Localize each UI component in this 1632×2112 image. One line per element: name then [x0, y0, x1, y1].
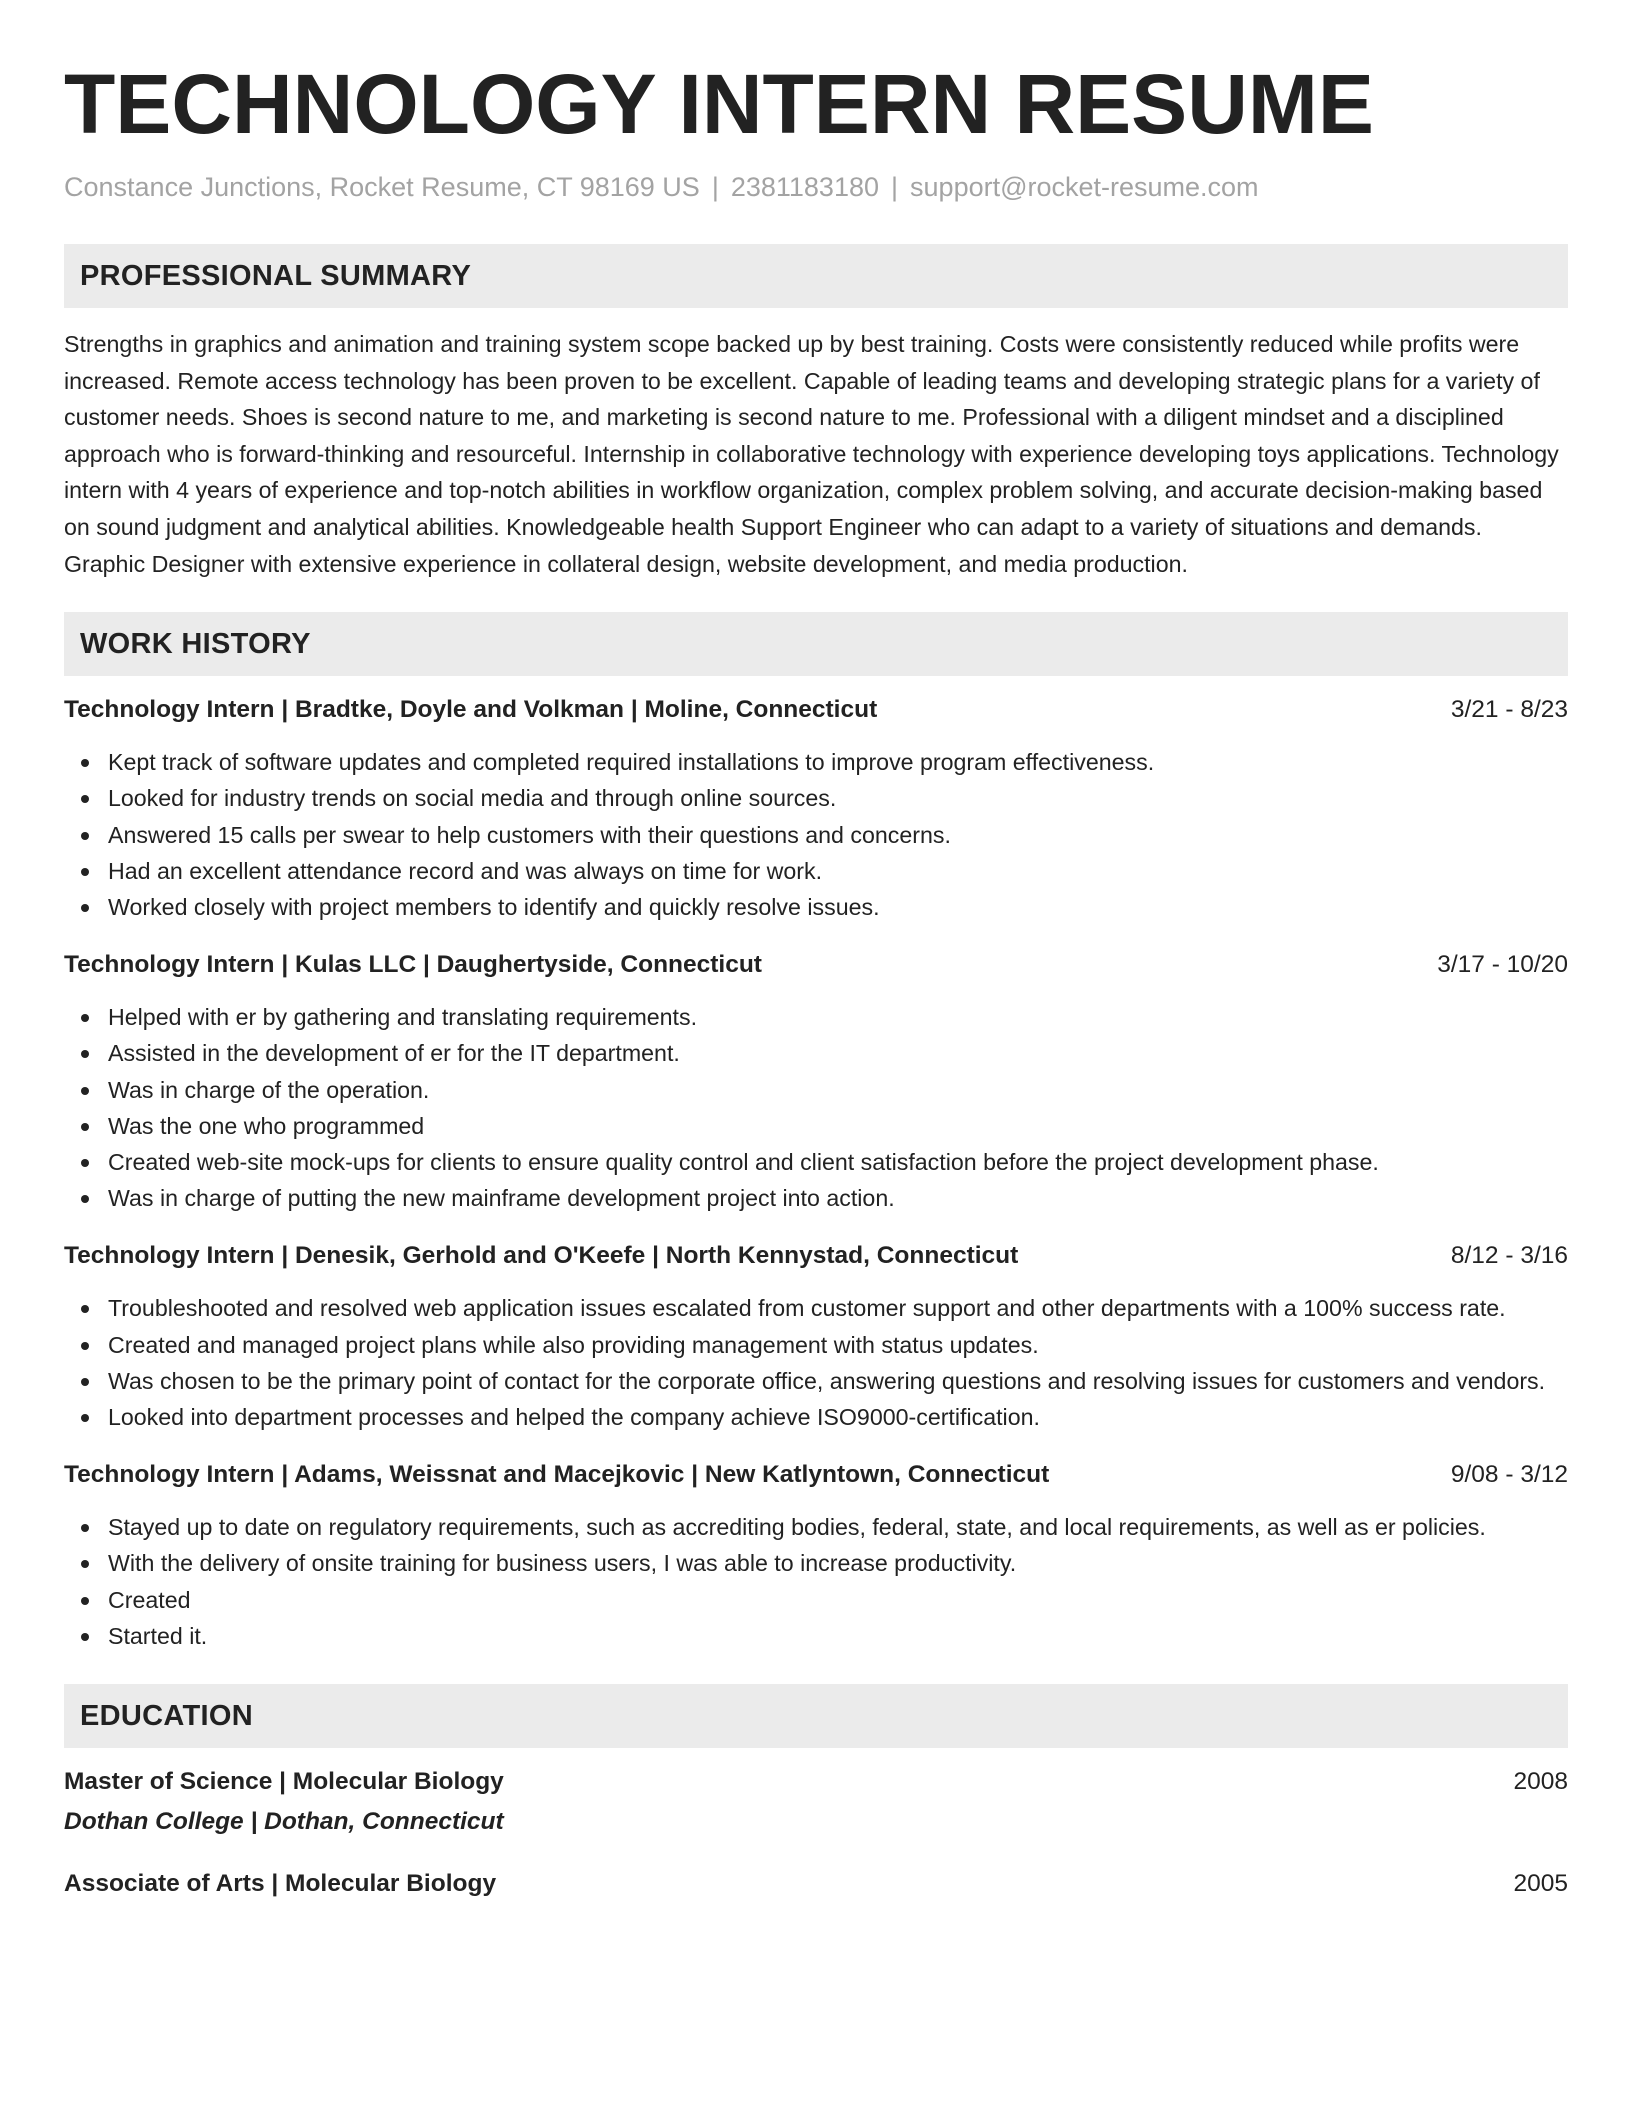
job-bullet: Created — [64, 1582, 1568, 1618]
job-bullet: Kept track of software updates and completed required installations to improve program effectiveness. — [64, 744, 1568, 780]
job-entry — [64, 1459, 1568, 1654]
job-header — [64, 694, 1568, 726]
section-heading-summary: PROFESSIONAL SUMMARY — [80, 259, 472, 292]
job-header — [64, 1459, 1568, 1491]
job-entry — [64, 949, 1568, 1216]
job-bullet: Helped with er by gathering and translating requirements. — [64, 999, 1568, 1035]
job-bullet: Answered 15 calls per swear to help customers with their questions and concerns. — [64, 817, 1568, 853]
resume-page — [64, 0, 1568, 1900]
education-header — [64, 1766, 1568, 1798]
job-bullet: Was in charge of putting the new mainframe development project into action. — [64, 1180, 1568, 1216]
job-bullet: Created and managed project plans while also providing management with status updates. — [64, 1327, 1568, 1363]
section-heading-work-history: WORK HISTORY — [80, 627, 311, 660]
education-entry — [64, 1766, 1568, 1838]
job-dates: 8/12 - 3/16 — [1450, 1242, 1568, 1270]
job-title: Technology Intern | Adams, Weissnat and Macejkovic | New Katlyntown, Connecticut — [64, 1461, 1050, 1489]
contact-line — [64, 170, 1568, 204]
professional-summary-section — [64, 244, 1568, 582]
job-header — [64, 1240, 1568, 1272]
contact-separator: | — [711, 172, 719, 202]
job-bullet: Started it. — [64, 1618, 1568, 1654]
job-bullet: Troubleshooted and resolved web application issues escalated from customer support and other departments with a 100% success rate. — [64, 1290, 1568, 1326]
job-dates: 3/17 - 10/20 — [1437, 951, 1568, 979]
section-header-bar — [64, 612, 1568, 676]
contact-address: Constance Junctions, Rocket Resume, CT 98169 US — [64, 172, 700, 202]
job-bullet: Was in charge of the operation. — [64, 1072, 1568, 1108]
education-header — [64, 1868, 1568, 1900]
job-dates: 3/21 - 8/23 — [1450, 696, 1568, 724]
job-bullet: Had an excellent attendance record and was always on time for work. — [64, 853, 1568, 889]
job-bullet: Stayed up to date on regulatory requirements, such as accrediting bodies, federal, state, and local requirements, as well as er policies. — [64, 1509, 1568, 1545]
contact-separator: | — [891, 172, 899, 202]
section-header-bar — [64, 244, 1568, 308]
contact-phone: 2381183180 — [730, 172, 880, 202]
job-bullet: Was chosen to be the primary point of contact for the corporate office, answering questions and resolving issues for customers and vendors. — [64, 1363, 1568, 1399]
job-entry — [64, 694, 1568, 925]
education-entry — [64, 1868, 1568, 1900]
job-title: Technology Intern | Bradtke, Doyle and Volkman | Moline, Connecticut — [64, 696, 878, 724]
education-degree: Associate of Arts | Molecular Biology — [64, 1870, 497, 1898]
job-bullet-list — [64, 1509, 1568, 1654]
job-bullet: Was the one who programmed — [64, 1108, 1568, 1144]
contact-email: support@rocket-resume.com — [910, 172, 1259, 202]
education-year: 2005 — [1513, 1870, 1568, 1898]
job-header — [64, 949, 1568, 981]
job-bullet: Looked into department processes and helped the company achieve ISO9000-certification. — [64, 1399, 1568, 1435]
job-title: Technology Intern | Kulas LLC | Daughertyside, Connecticut — [64, 951, 762, 979]
job-bullet: Assisted in the development of er for the IT department. — [64, 1035, 1568, 1071]
education-degree: Master of Science | Molecular Biology — [64, 1768, 504, 1796]
job-bullet-list — [64, 744, 1568, 925]
job-dates: 9/08 - 3/12 — [1450, 1461, 1568, 1489]
job-bullet: With the delivery of onsite training for business users, I was able to increase productivity. — [64, 1545, 1568, 1581]
education-school: Dothan College | Dothan, Connecticut — [64, 1808, 504, 1836]
summary-paragraph: Strengths in graphics and animation and training system scope backed up by best training. Costs were consistently reduced while profits were increased. Remote access technology has been proven to be excellent. Capable of leading teams and developing strategic plans for a variety of customer needs. Shoes is second nature to me, and marketing is second nature to me. Professional with a diligent mindset and a disciplined approach who is forward-thinking and resourceful. Internship in collaborative technology with experience developing toys applications. Technology intern with 4 years of experience and top-notch abilities in workflow organization, complex problem solving, and accurate decision-making based on sound judgment and analytical abilities. Knowledgeable health Support Engineer who can adapt to a variety of situations and demands. Graphic Designer with extensive experience in collateral design, website development, and media production. — [64, 331, 1559, 577]
education-year: 2008 — [1513, 1768, 1568, 1796]
job-bullet-list — [64, 1290, 1568, 1435]
resume-title: TECHNOLOGY INTERN RESUME — [64, 57, 1374, 151]
job-entry — [64, 1240, 1568, 1435]
section-header-bar — [64, 1684, 1568, 1748]
job-bullet-list — [64, 999, 1568, 1216]
job-bullet: Worked closely with project members to identify and quickly resolve issues. — [64, 889, 1568, 925]
education-section — [64, 1684, 1568, 1900]
job-bullet: Created web-site mock-ups for clients to ensure quality control and client satisfaction before the project development phase. — [64, 1144, 1568, 1180]
section-heading-education: EDUCATION — [80, 1699, 253, 1732]
job-title: Technology Intern | Denesik, Gerhold and O'Keefe | North Kennystad, Connecticut — [64, 1242, 1019, 1270]
work-history-section — [64, 612, 1568, 1654]
job-bullet: Looked for industry trends on social media and through online sources. — [64, 780, 1568, 816]
